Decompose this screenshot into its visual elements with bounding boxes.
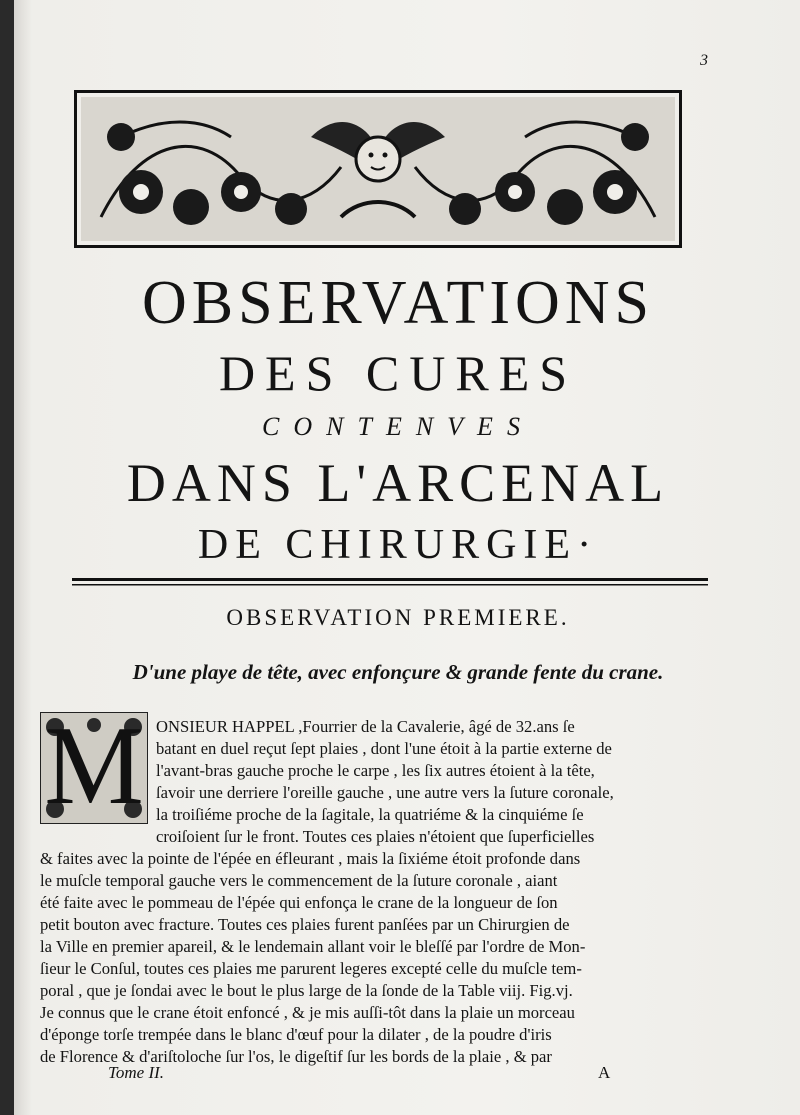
- drop-cap-letter: M: [44, 704, 144, 828]
- title-line-2: DES CURES: [218, 345, 578, 401]
- observation-subtitle: D'une playe de tête, avec enfonçure & grande fente du crane.: [132, 660, 664, 684]
- body-line: le muſcle temporal gauche vers le commencement de la ſuture coronale , aiant: [40, 871, 558, 890]
- body-line: d'éponge torſe trempée dans le blanc d'œuf pour la dilater , de la poudre d'iris: [40, 1025, 552, 1044]
- body-line: croiſoient ſur le front. Toutes ces plaies n'étoient que ſuperficielles: [156, 827, 595, 846]
- ornamental-headpiece: [74, 90, 682, 248]
- title-line-3: CONTENVES: [262, 412, 534, 441]
- headpiece-engraving-icon: [81, 97, 675, 241]
- body-line: la Ville en premier apareil, & le lendemain allant voir le bleſſé par l'ordre de Mon-: [40, 937, 586, 956]
- book-gutter: [0, 0, 14, 1115]
- body-line: été faite avec le pommeau de l'épée qui enfonça le crane de la longueur de ſon: [40, 893, 558, 912]
- signature-mark: A: [598, 1063, 611, 1082]
- body-line: poral , que je ſondai avec le bout le plus large de la ſonde de la Table viij. Fig.vj.: [40, 981, 573, 1000]
- body-line: petit bouton avec fracture. Toutes ces plaies furent panſées par un Chirurgien de: [40, 915, 570, 934]
- body-line: Je connus que le crane étoit enfoncé , & je mis auſſi-tôt dans la plaie un morceau: [40, 1003, 575, 1022]
- body-line: la troiſiéme proche de la ſagitale, la quatriéme & la cinquiéme ſe: [156, 805, 584, 824]
- title-line-5: DE CHIRURGIE·: [197, 522, 599, 568]
- title-line-4: DANS L'ARCENAL: [126, 453, 670, 513]
- body-line: & faites avec la pointe de l'épée en éfleurant , mais la ſixiéme étoit profonde dans: [40, 849, 581, 868]
- body-line: de Florence & d'ariſtoloche ſur l'os, le digeſtif ſur les bords de la plaie , & par: [40, 1047, 552, 1066]
- volume-label: Tome II.: [108, 1063, 165, 1082]
- double-rule-divider: [72, 576, 708, 588]
- page-number: 3: [700, 52, 708, 69]
- body-line: ſieur le Conſul, toutes ces plaies me parurent legeres excepté celle du muſcle tem-: [40, 959, 582, 978]
- decorated-drop-cap: [40, 704, 148, 828]
- title-line-1: OBSERVATIONS: [141, 269, 655, 337]
- section-heading: OBSERVATION PREMIERE.: [226, 605, 570, 630]
- body-line: l'avant-bras gauche proche le carpe , les ſix autres étoient à la tête,: [156, 761, 595, 780]
- body-line: batant en duel reçut ſept plaies , dont l'une étoit à la partie externe de: [156, 739, 612, 758]
- body-line: ſavoir une derriere l'oreille gauche , une autre vers la ſuture coronale,: [156, 783, 614, 802]
- body-line: ONSIEUR HAPPEL ,Fourrier de la Cavalerie, âgé de 32.ans ſe: [156, 717, 575, 736]
